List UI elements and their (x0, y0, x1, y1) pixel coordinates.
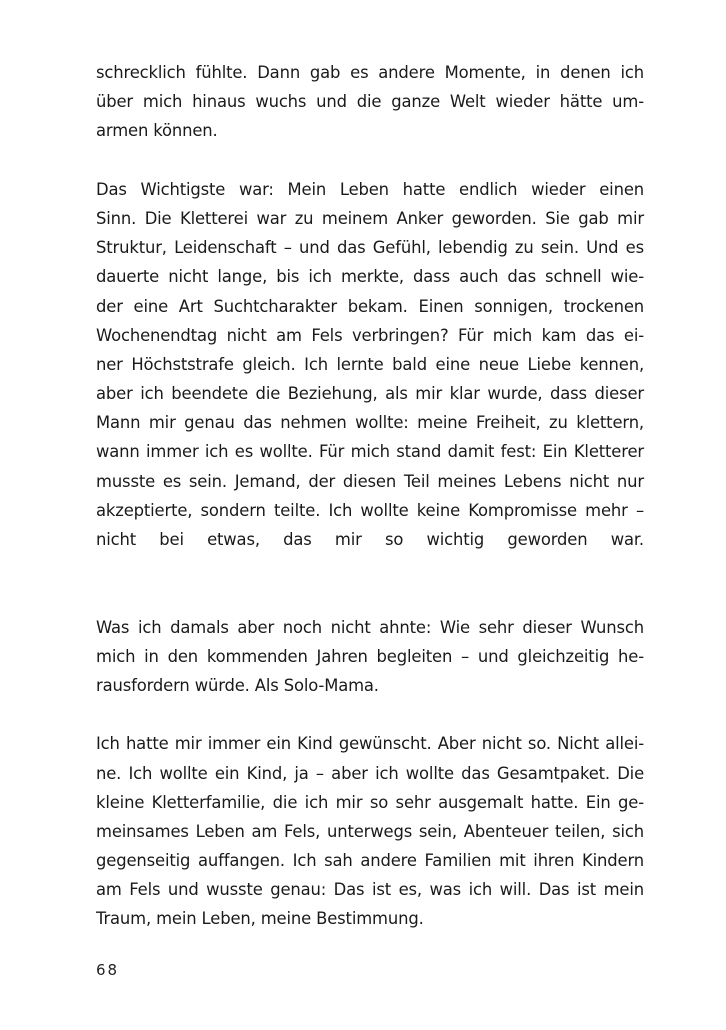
text-line: rausfordern würde. Als Solo-Mama. (96, 675, 379, 695)
text-line: kleine Kletterfamilie, die ich mir so sehr ausgemalt hatte. Ein ge- (96, 792, 644, 812)
text-line (96, 554, 644, 583)
page-number: 68 (96, 961, 120, 979)
text-line: schrecklich fühlte. Dann gab es andere Momente, in denen ich (96, 63, 644, 82)
text-line: musste es sein. Jemand, der diesen Teil meines Lebens nicht nur (96, 471, 644, 491)
text-line: der eine Art Suchtcharakter bekam. Einen sonnigen, trockenen (96, 296, 644, 316)
paragraph-spacer (96, 700, 644, 729)
text-line: armen können. (96, 121, 218, 141)
text-line: gegenseitig auffangen. Ich sah andere Familien mit ihren Kindern (96, 851, 644, 871)
text-line: ner Höchststrafe gleich. Ich lernte bald eine neue Liebe kennen, (96, 354, 644, 374)
paragraph (96, 613, 644, 701)
text-line: Struktur, Leidenschaft – und das Gefühl, lebendig zu sein. Und es (96, 238, 644, 258)
text-line: Was ich damals aber noch nicht ahnte: Wie sehr dieser Wunsch (96, 617, 644, 637)
paragraph-spacer (96, 146, 644, 175)
text-line: Wochenendtag nicht am Fels verbringen? Für mich kam das ei- (96, 325, 644, 345)
text-line: Sinn. Die Kletterei war zu meinem Anker geworden. Sie gab mir (96, 208, 644, 228)
body-text (96, 58, 644, 934)
text-line: mich in den kommenden Jahren begleiten – und gleichzeitig he- (96, 646, 644, 666)
paragraph-spacer (96, 583, 644, 612)
text-line: Ich hatte mir immer ein Kind gewünscht. Aber nicht so. Nicht allei- (96, 734, 644, 754)
text-line: akzeptierte, sondern teilte. Ich wollte keine Kompromisse mehr – (96, 500, 644, 520)
text-line: ne. Ich wollte ein Kind, ja – aber ich wollte das Gesamtpaket. Die (96, 763, 644, 783)
text-line: nicht bei etwas, das mir so wichtig geworden war. (96, 530, 644, 549)
text-line: Das Wichtigste war: Mein Leben hatte endlich wieder einen (96, 179, 644, 199)
text-line: Traum, mein Leben, meine Bestimmung. (96, 909, 424, 929)
text-line: aber ich beendete die Beziehung, als mir klar wurde, dass dieser (96, 384, 644, 404)
paragraph (96, 58, 644, 146)
text-line: Mann mir genau das nehmen wollte: meine Freiheit, zu klettern, (96, 413, 644, 433)
text-line: wann immer ich es wollte. Für mich stand damit fest: Ein Kletterer (96, 442, 644, 462)
text-line: meinsames Leben am Fels, unterwegs sein, Abenteuer teilen, sich (96, 821, 644, 841)
text-line: am Fels und wusste genau: Das ist es, was ich will. Das ist mein (96, 880, 644, 900)
text-line: dauerte nicht lange, bis ich merkte, dass auch das schnell wie- (96, 267, 644, 287)
text-line: über mich hinaus wuchs und die ganze Welt wieder hätte um- (96, 92, 644, 112)
paragraph (96, 175, 644, 584)
paragraph (96, 729, 644, 933)
